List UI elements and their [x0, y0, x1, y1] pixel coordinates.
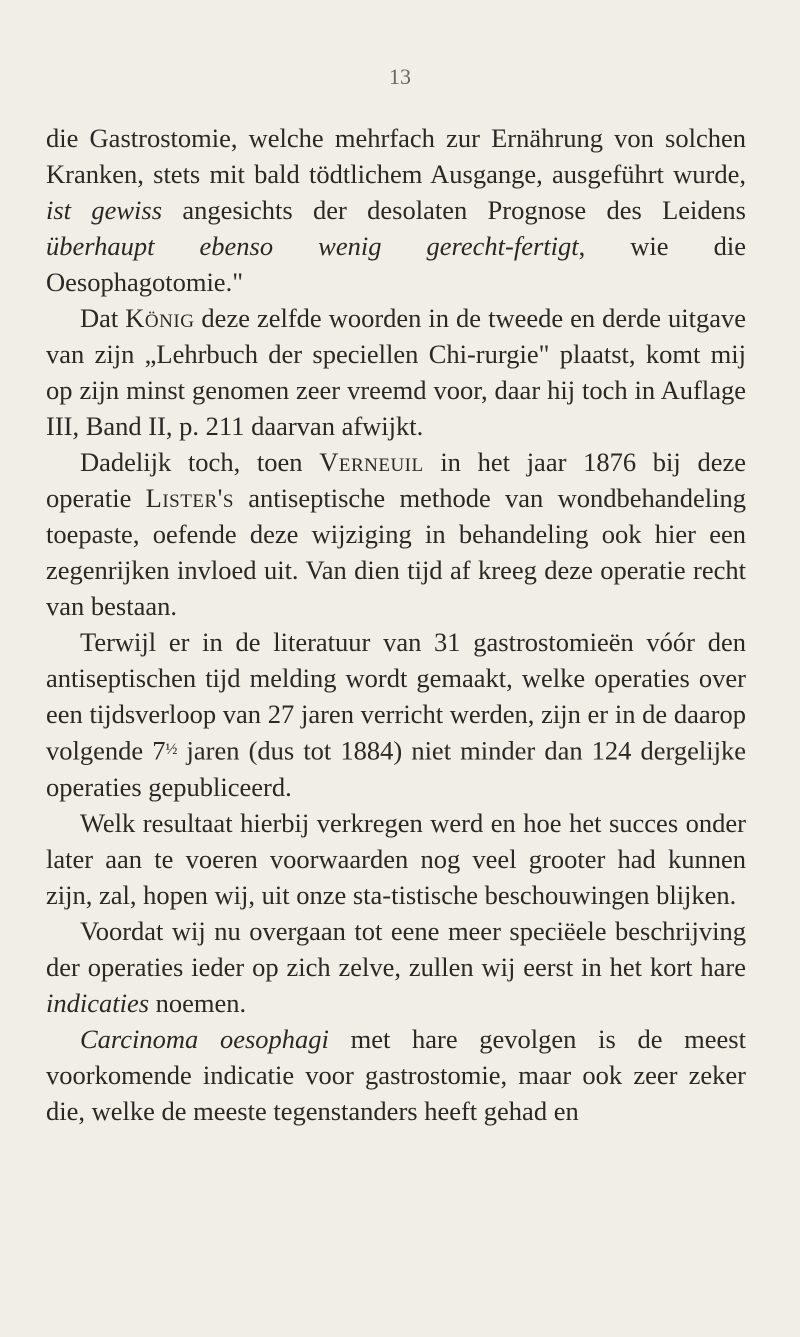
text-run: deze zelfde woorden in de tweede en derde uitgave van zijn „Lehrbuch der speciellen Chi-rurgie" plaatst, komt mij op zijn minst genomen zeer vreemd voor, daar hij toch in Auflage III, Band II, p. 211 daarvan afwijkt. [46, 303, 746, 441]
body-text [46, 120, 746, 1129]
paragraph-6 [46, 913, 746, 1021]
text-run: Welk resultaat hierbij verkregen werd en hoe het succes onder later aan te voeren voorwaarden nog veel grooter had kunnen zijn, zal, hopen wij, uit onze sta-tistische beschouwingen blijken. [46, 807, 746, 910]
paragraph-2 [46, 300, 746, 444]
text-run: Voordat wij nu overgaan tot eene meer speciëele beschrijving der operaties ieder op zich zelve, zullen wij eerst in het kort hare [46, 915, 746, 982]
text-run: in het jaar 1876 bij deze operatie [46, 447, 747, 513]
emphasis-text: Carcinoma oesophagi [80, 1023, 329, 1054]
text-run: noemen. [149, 987, 247, 1018]
emphasis-text: überhaupt ebenso wenig gerecht-fertigt [46, 231, 579, 261]
paragraph-5 [46, 805, 746, 913]
author-name: Lister's [145, 483, 234, 513]
text-run: jaren (dus tot 1884) niet minder dan 124 dergelijke operaties gepubliceerd. [46, 735, 747, 802]
text-run: Dat [80, 303, 126, 333]
emphasis-text: indicaties [46, 987, 150, 1018]
paragraph-3 [46, 444, 746, 624]
fraction: ½ [165, 741, 178, 758]
author-name: Verneuil [319, 447, 424, 477]
text-run: Dadelijk toch, toen [80, 447, 320, 477]
paragraph-4 [46, 624, 746, 805]
page-number: 13 [389, 64, 411, 89]
paragraph-1 [46, 120, 746, 300]
text-run: met hare gevolgen is de meest voorkomende indicatie voor gastrostomie, maar ook zeer zeker die, welke de meeste tegenstanders heeft gehad en [46, 1023, 746, 1126]
text-run: die Gastrostomie, welche mehrfach zur Ernährung von solchen Kranken, stets mit bald tödtlichem Ausgange, ausgeführt wurde, [46, 123, 746, 189]
text-run: Terwijl er in de literatuur van 31 gastrostomieën vóór den antiseptischen tijd melding wordt gemaakt, welke operaties over een tijdsverloop van 27 jaren verricht werden, zijn er in de daarop volgende 7 [46, 627, 746, 766]
text-run: , wie die Oesophagotomie." [46, 231, 746, 297]
paragraph-7 [46, 1021, 746, 1129]
author-name: König [125, 303, 195, 333]
text-run: antiseptische methode van wondbehandeling toepaste, oefende deze wijziging in behandeling ook hier een zegenrijken invloed uit. Van dien tijd af kreeg deze operatie recht van bestaan. [46, 483, 746, 621]
emphasis-text: ist gewiss [46, 195, 163, 225]
text-run: angesichts der desolaten Prognose des Leidens [162, 195, 746, 225]
